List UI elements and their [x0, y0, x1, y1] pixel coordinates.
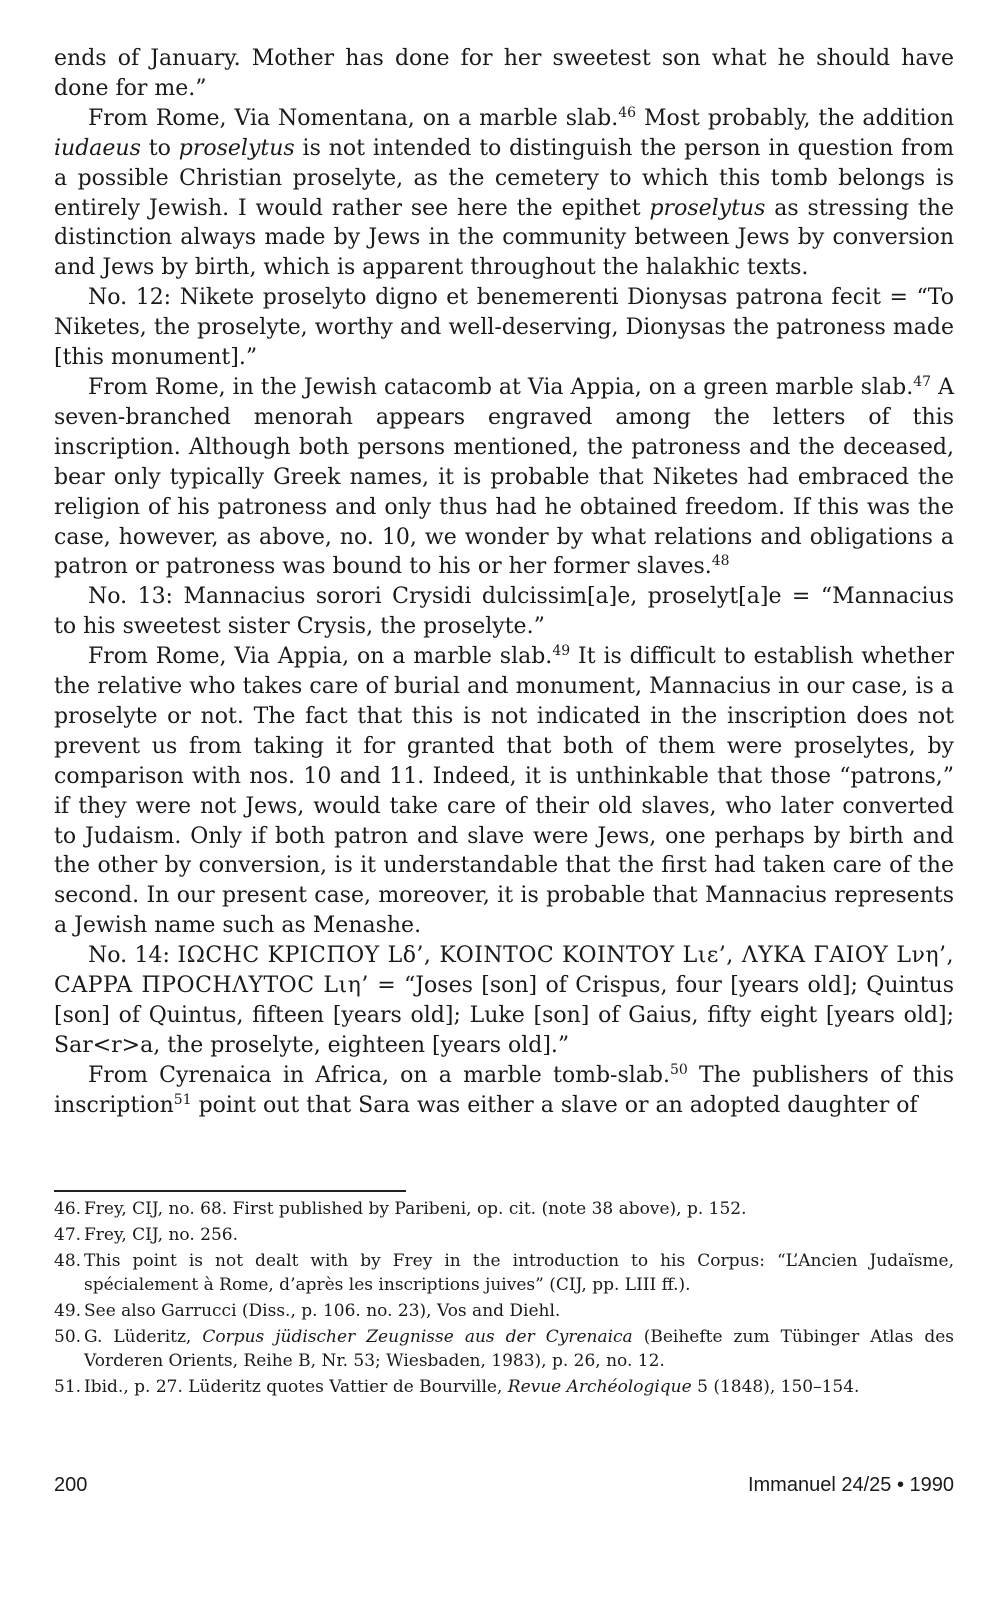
- paragraph: [54, 104, 954, 283]
- footnote: [54, 1249, 954, 1297]
- text-run: The publishers of this inscription: [54, 1062, 954, 1118]
- footnote-number: 48.: [54, 1251, 82, 1271]
- footnote-number: 49.: [54, 1301, 82, 1321]
- text-run: point out that Sara was either a slave or an adopted daughter of: [191, 1092, 918, 1118]
- text-run: No. 12: Nikete proselyto digno et benemerenti Dionysas patrona fecit = “To Niketes, the proselyte, worthy and well-deserving, Dionysas the patroness made [this monument].”: [54, 285, 954, 371]
- footnote: [54, 1299, 954, 1323]
- footnote-ref: 49: [552, 643, 571, 660]
- text-run: is not intended to distinguish the person in question from a possible Christian proselyte, as the cemetery to which this tomb belongs is entirely Jewish. I would rather see here the epithet: [54, 135, 954, 221]
- footnote: [54, 1223, 954, 1247]
- paragraph: [54, 582, 954, 642]
- footnote: [54, 1197, 954, 1221]
- text-run: No. 13: Mannacius sorori Crysidi dulcissim[a]e, proselyt[a]e = “Mannacius to his sweetest sister Crysis, the proselyte.”: [54, 584, 954, 640]
- footnote-ref: 47: [913, 373, 932, 390]
- journal-info: Immanuel 24/25 • 1990: [747, 1474, 954, 1496]
- footnote-ref: 46: [618, 104, 637, 121]
- text-run: as stressing the distinction always made by Jews in the community between Jews by conversion and Jews by birth, which is apparent throughout the halakhic texts.: [54, 195, 954, 281]
- italic-term: proselytus: [649, 195, 766, 221]
- italic-term: proselytus: [178, 135, 295, 161]
- footnotes: [54, 1197, 954, 1401]
- paragraph: [54, 642, 954, 941]
- footnote-number: 50.: [54, 1327, 82, 1347]
- italic-term: Revue Archéologique: [507, 1377, 692, 1397]
- text-run: = “Joses [son] of Crispus, four [years old]; Quintus [son] of Quintus, fifteen [years old]; Luke [son] of Gaius, fifty eight [years old]; Sar<r>a, the proselyte, eighteen [years old].”: [54, 973, 954, 1058]
- footnote-divider: [54, 1190, 406, 1192]
- text-run: No. 14:: [88, 943, 178, 969]
- text-run: Most probably, the addition: [636, 105, 955, 131]
- paragraph: [54, 1061, 954, 1121]
- text-run: From Rome, Via Nomentana, on a marble slab.: [88, 105, 619, 131]
- text-run: A seven-branched menorah appears engraved among the letters of this inscription. Although both persons mentioned, the patroness and the deceased, bear only typically Greek names, it is probable that Niketes had embraced the religion of his patroness and only thus had he obtained freedom. If this was the case, however, as above, no. 10, we wonder by what relations and obligations a patron or patroness was bound to his or her former slaves.: [54, 374, 954, 580]
- text-run: to: [140, 135, 179, 161]
- greek-inscription: IΩCHC KPICΠOY Lδ’, KOINTOC KOINTOY Lιε’, ΛYKA ΓAIOY Lνη’, CAPPA ΠPOCHΛYTOC Lιη’: [54, 943, 955, 999]
- footnote-number: 47.: [54, 1225, 82, 1245]
- text-run: This point is not dealt with by Frey in the introduction to his Corpus: “L’Ancien Judaïsme, spécialement à Rome, d’après les inscriptions juives” (CIJ, pp. LIII ff.).: [84, 1251, 954, 1295]
- text-run: 5 (1848), 150–154.: [691, 1377, 860, 1397]
- footnote-ref: 51: [173, 1091, 192, 1108]
- text-run: Frey, CIJ, no. 256.: [84, 1225, 239, 1245]
- paragraph: [54, 373, 954, 582]
- paragraph: [54, 941, 954, 1061]
- italic-term: Corpus jüdischer Zeugnisse aus der Cyrenaica: [202, 1327, 633, 1347]
- footnote-number: 46.: [54, 1199, 82, 1219]
- text-run: It is difficult to establish whether the relative who takes care of burial and monument, Mannacius in our case, is a proselyte or not. The fact that this is not indicated in the inscription does not prevent us from taking it for granted that both of them were proselytes, by comparison with nos. 10 and 11. Indeed, it is unthinkable that those “patrons,” if they were not Jews, would take care of their old slaves, who later converted to Judaism. Only if both patron and slave were Jews, one perhaps by birth and the other by conversion, is it understandable that the first had taken care of the second. In our present case, moreover, it is probable that Mannacius represents a Jewish name such as Menashe.: [54, 644, 954, 939]
- footnote: [54, 1375, 954, 1399]
- footnote-ref: 48: [711, 553, 730, 570]
- text-run: Ibid., p. 27. Lüderitz quotes Vattier de Bourville,: [84, 1377, 508, 1397]
- main-text: [54, 44, 954, 1121]
- footnote: [54, 1325, 954, 1373]
- footnote-number: 51.: [54, 1377, 82, 1397]
- text-run: From Rome, Via Appia, on a marble slab.: [88, 644, 553, 670]
- text-run: From Rome, in the Jewish catacomb at Via Appia, on a green marble slab.: [88, 374, 914, 400]
- text-run: Frey, CIJ, no. 68. First published by Paribeni, op. cit. (note 38 above), p. 152.: [84, 1199, 747, 1219]
- text-run: G. Lüderitz,: [84, 1327, 203, 1347]
- text-run: See also Garrucci (Diss., p. 106. no. 23), Vos and Diehl.: [84, 1301, 561, 1321]
- text-run: ends of January. Mother has done for her sweetest son what he should have done for me.”: [54, 46, 954, 101]
- paragraph: [54, 283, 954, 373]
- text-run: (Beihefte zum Tübinger Atlas des Vorderen Orients, Reihe B, Nr. 53; Wiesbaden, 1983), p. 26, no. 12.: [84, 1327, 954, 1371]
- footnote-ref: 50: [670, 1061, 688, 1078]
- paragraph: [54, 44, 954, 104]
- text-run: From Cyrenaica in Africa, on a marble tomb-slab.: [88, 1062, 670, 1088]
- italic-term: iudaeus: [54, 135, 141, 161]
- page-number: 200: [54, 1474, 88, 1496]
